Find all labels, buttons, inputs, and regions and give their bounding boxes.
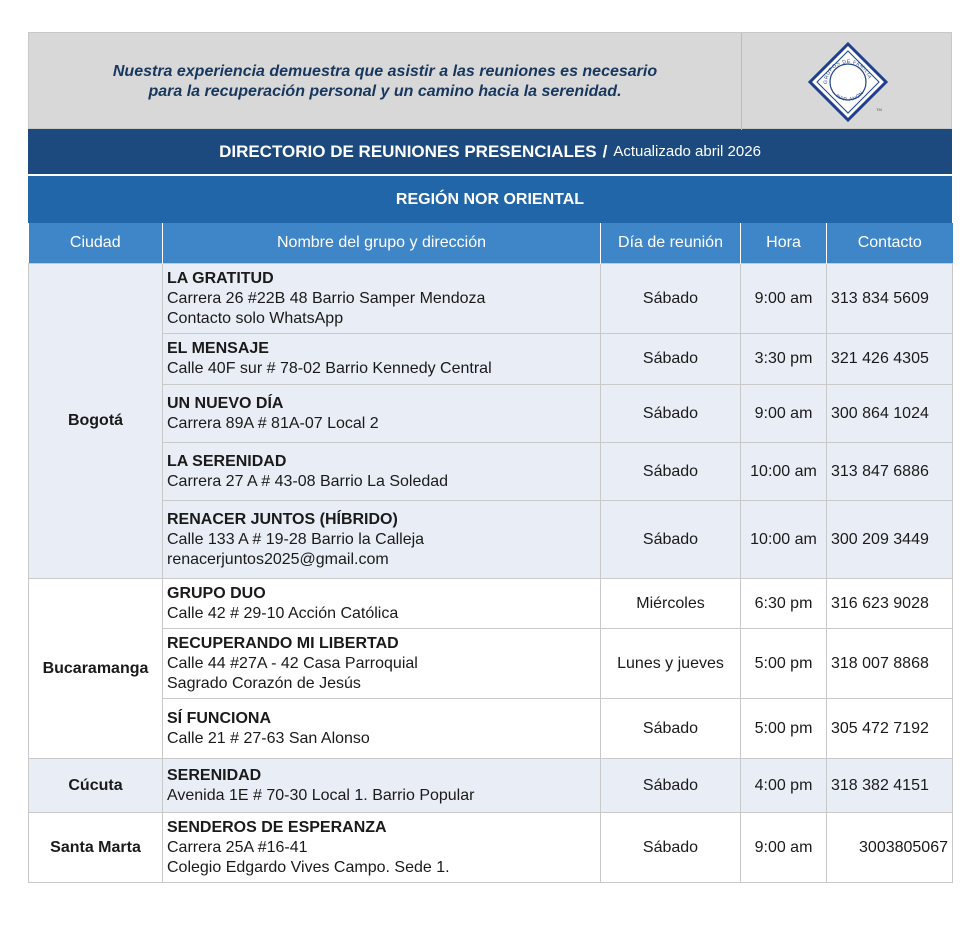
group-cell <box>163 813 601 883</box>
group-name: GRUPO DUO <box>167 584 266 602</box>
group-cell <box>163 385 601 443</box>
group-cell <box>163 629 601 699</box>
tagline <box>29 33 741 130</box>
table-row <box>29 629 953 699</box>
contact-cell: 318 007 8868 <box>827 629 953 699</box>
logo-tm: TM <box>876 107 882 112</box>
day-cell: Sábado <box>601 334 741 385</box>
title-separator: / <box>602 141 608 161</box>
time-cell: 3:30 pm <box>741 334 827 385</box>
tagline-line-2: para la recuperación personal y un camino hacia la serenidad. <box>148 82 622 100</box>
logo-text-top: GRUPOS DE FAMILIA <box>822 58 873 85</box>
day-cell: Sábado <box>601 264 741 334</box>
nar-anon-logo <box>808 42 888 122</box>
contact-cell: 318 382 4151 <box>827 759 953 813</box>
group-name: LA SERENIDAD <box>167 452 287 470</box>
group-name: UN NUEVO DÍA <box>167 394 284 412</box>
group-address: Calle 42 # 29-10 Acción Católica <box>167 604 399 622</box>
table-row <box>29 443 953 501</box>
group-address: Calle 40F sur # 78-02 Barrio Kennedy Central <box>167 360 492 377</box>
group-cell <box>163 579 601 629</box>
group-name: SENDEROS DE ESPERANZA <box>167 818 387 836</box>
group-email: renacerjuntos2025@gmail.com <box>167 550 389 568</box>
group-address-2: Sagrado Corazón de Jesús <box>167 674 361 692</box>
group-address: Carrera 27 A # 43-08 Barrio La Soledad <box>167 472 449 490</box>
region-bar <box>28 174 952 223</box>
city-cell: Bucaramanga <box>29 579 163 759</box>
city-cell: Bogotá <box>29 264 163 579</box>
time-cell: 4:00 pm <box>741 759 827 813</box>
group-address: Carrera 25A #16-41 <box>167 838 308 856</box>
updated-label: Actualizado abril 2026 <box>613 143 761 160</box>
group-cell <box>163 443 601 501</box>
page-title: DIRECTORIO DE REUNIONES PRESENCIALES <box>219 141 597 161</box>
time-cell: 9:00 am <box>741 264 827 334</box>
col-header-day: Día de reunión <box>601 223 741 264</box>
contact-cell: 300 864 1024 <box>827 385 953 443</box>
col-header-time: Hora <box>741 223 827 264</box>
time-cell: 9:00 am <box>741 385 827 443</box>
contact-cell: 300 209 3449 <box>827 501 953 579</box>
table-row <box>29 501 953 579</box>
group-address: Carrera 89A # 81A-07 Local 2 <box>167 414 379 432</box>
group-name: SERENIDAD <box>167 766 262 784</box>
time-cell: 6:30 pm <box>741 579 827 629</box>
day-cell: Sábado <box>601 759 741 813</box>
group-cell <box>163 501 601 579</box>
group-address: Calle 133 A # 19-28 Barrio la Calleja <box>167 530 425 548</box>
group-address: Calle 44 #27A - 42 Casa Parroquial <box>167 654 418 672</box>
day-cell: Sábado <box>601 813 741 883</box>
city-cell: Cúcuta <box>29 759 163 813</box>
table-row <box>29 579 953 629</box>
group-name: RECUPERANDO MI LIBERTAD <box>167 634 399 652</box>
group-name: SÍ FUNCIONA <box>167 709 271 727</box>
contact-cell: 321 426 4305 <box>827 334 953 385</box>
banner <box>28 32 952 129</box>
col-header-city: Ciudad <box>29 223 163 264</box>
time-cell: 5:00 pm <box>741 699 827 759</box>
directory-sheet <box>28 32 952 883</box>
tagline-line-1: Nuestra experiencia demuestra que asistir a las reuniones es necesario <box>112 62 658 80</box>
group-name: LA GRATITUD <box>167 269 274 287</box>
contact-cell: 305 472 7192 <box>827 699 953 759</box>
group-address: Calle 21 # 27-63 San Alonso <box>167 729 370 747</box>
table-row <box>29 813 953 883</box>
time-cell: 5:00 pm <box>741 629 827 699</box>
table-row <box>29 759 953 813</box>
col-header-group: Nombre del grupo y dirección <box>163 223 601 264</box>
contact-cell: 3003805067 <box>827 813 953 883</box>
table-row <box>29 699 953 759</box>
group-name: EL MENSAJE <box>167 340 269 357</box>
group-address-2: Colegio Edgardo Vives Campo. Sede 1. <box>167 858 450 876</box>
group-address: Avenida 1E # 70-30 Local 1. Barrio Popular <box>167 786 475 804</box>
day-cell: Lunes y jueves <box>601 629 741 699</box>
group-cell <box>163 699 601 759</box>
col-header-contact: Contacto <box>827 223 953 264</box>
meetings-table <box>28 223 953 883</box>
region-title: REGIÓN NOR ORIENTAL <box>395 190 585 208</box>
group-cell <box>163 334 601 385</box>
contact-cell: 313 847 6886 <box>827 443 953 501</box>
contact-cell: 316 623 9028 <box>827 579 953 629</box>
group-note: Contacto solo WhatsApp <box>167 309 344 327</box>
day-cell: Miércoles <box>601 579 741 629</box>
day-cell: Sábado <box>601 699 741 759</box>
table-row <box>29 264 953 334</box>
title-bar <box>28 129 952 174</box>
day-cell: Sábado <box>601 501 741 579</box>
time-cell: 10:00 am <box>741 501 827 579</box>
table-header-row <box>29 223 953 264</box>
day-cell: Sábado <box>601 443 741 501</box>
table-row <box>29 385 953 443</box>
time-cell: 10:00 am <box>741 443 827 501</box>
city-cell: Santa Marta <box>29 813 163 883</box>
time-cell: 9:00 am <box>741 813 827 883</box>
table-row <box>29 334 953 385</box>
group-cell <box>163 759 601 813</box>
contact-cell: 313 834 5609 <box>827 264 953 334</box>
day-cell: Sábado <box>601 385 741 443</box>
logo-text-bottom: NAR-ANON <box>834 90 866 103</box>
logo-cell <box>741 33 953 130</box>
group-name: RENACER JUNTOS (HÍBRIDO) <box>167 510 398 528</box>
group-cell <box>163 264 601 334</box>
group-address: Carrera 26 #22B 48 Barrio Samper Mendoza <box>167 289 486 307</box>
